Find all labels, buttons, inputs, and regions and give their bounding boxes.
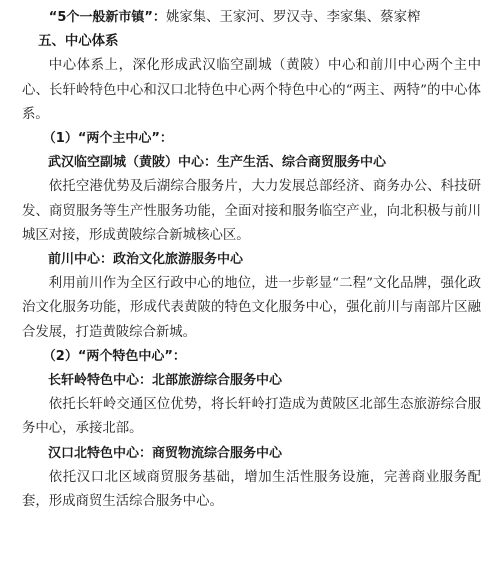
- intro-label: “5个一般新市镇”：: [48, 10, 166, 25]
- section-five-paragraph: 中心体系上，深化形成武汉临空副城（黄陂）中心和前川中心两个主中心、长轩岭特色中心和汉口北特色中心两个特色中心的“两主、两特”的中心体系。: [22, 58, 481, 122]
- wuhan-center-title: 武汉临空副城（黄陂）中心：生产生活、综合商贸服务中心: [48, 155, 387, 171]
- main-centers-label: （1）“两个主中心”：: [42, 131, 173, 147]
- section-five-heading: 五、中心体系: [38, 34, 119, 50]
- changxuanling-center-paragraph: 依托长轩岭交通区位优势，将长轩岭打造成为黄陂区北部生态旅游综合服务中心，承接北部。: [22, 397, 481, 437]
- intro-text: 姚家集、王家河、罗汉寺、李家集、蔡家榨: [165, 10, 421, 25]
- qianchuan-center-title: 前川中心：政治文化旅游服务中心: [48, 252, 244, 268]
- wuhan-center-paragraph: 依托空港优势及后湖综合服务片，大力发展总部经济、商务办公、科技研发、商贸服务等生产性服务功能，全面对接和服务临空产业，向北积极与前川城区对接，形成黄陂综合新城核心区。: [22, 179, 481, 243]
- changxuanling-center-title: 长轩岭特色中心：北部旅游综合服务中心: [48, 373, 283, 389]
- qianchuan-center-paragraph: 利用前川作为全区行政中心的地位，进一步彰显“二程”文化品牌，强化政治文化服务功能，形成代表黄陂的特色文化服务中心，强化前川与南部片区融合发展，打造黄陂综合新城。: [22, 276, 481, 340]
- hankoubei-center-title: 汉口北特色中心：商贸物流综合服务中心: [48, 445, 283, 461]
- special-centers-label: （2）“两个特色中心”：: [42, 348, 186, 364]
- intro-line: [22, 6, 481, 30]
- hankoubei-center-paragraph: 依托汉口北区域商贸服务基础，增加生活性服务设施，完善商业服务配套，形成商贸生活综合服务中心。: [22, 469, 481, 510]
